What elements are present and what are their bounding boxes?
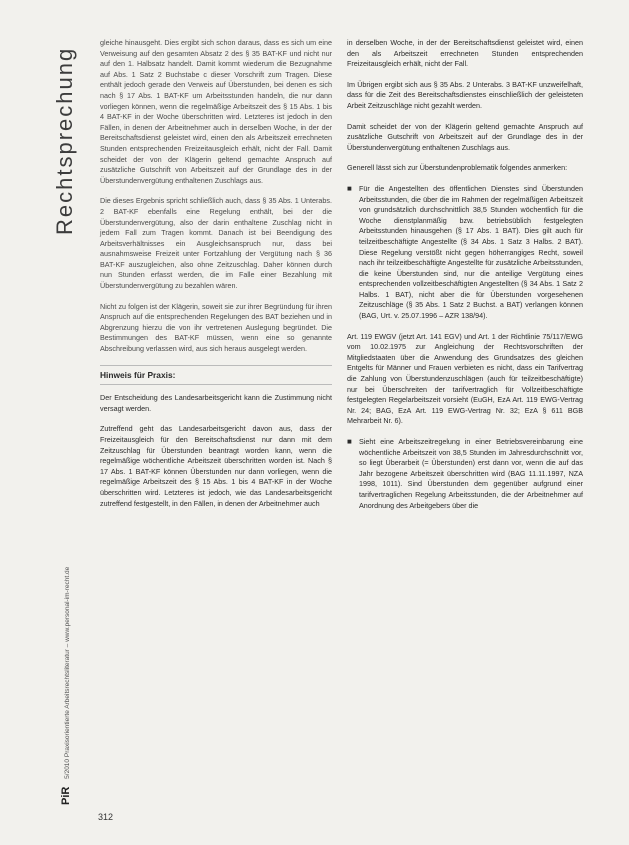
bullet-list-2 (347, 437, 583, 511)
left-paragraph-3: Nicht zu folgen ist der Klägerin, soweit sie zur ihrer Begründung für ihren Anspruch auf die entsprechenden Regelungen des BAT beziehen und in Abgrenzung hierzu die von ihr vertretenen Auslegung begründet. Die Bestimmungen des BAT-KF müssen, wenn eine so genannte Abschreibung verlassen wird, aus sich heraus ausgelegt werden. (100, 301, 332, 354)
right-paragraph-3: Damit scheidet der von der Klägerin geltend gemachte Anspruch auf zusätzliche Gutschrift von Arbeitszeit auf der Grundlage des in der Überstundenvergütung enthaltenen Zuschlags aus. (347, 121, 583, 152)
list-item (347, 437, 583, 511)
left-paragraph-5: Zutreffend geht das Landesarbeitsgericht davon aus, dass der Freizeitausgleich für den Bereitschaftsdienst nur dann mit dem Zeitzuschlag für Überstunden beantragt worden kann, wenn die regelmäßige wöchentliche Arbeitszeit überschritten worden ist. Nach § 17 Abs. 1 BAT-KF können Überstunden nur dann vorliegen, wenn die regelmäßige Arbeitszeit des § 15 Abs. 1 bis 4 BAT-KF in der Woche überschritten wird. Letzteres ist jedoch, wie das Landesarbeitsgericht zutreffend festgestellt, in den Fällen, in denen der Arbeitnehmer auch (100, 424, 332, 508)
left-paragraph-2: Die dieses Ergebnis spricht schließlich auch, dass § 35 Abs. 1 Unterabs. 2 BAT-KF ebenfalls eine Regelung enthält, bei der die Überstundenvergütung, also der darin enthaltene Zuschlag nicht in jedem Fall zum Tragen kommt. Danach ist bei Beendigung des Arbeitsverhältnisses ein Ausgleichsanspruch nur, dass bei ausnahmsweise Freizeit unter Fortzahlung der Vergütung nach § 36 BAT-KF auszugleichen, also ohne Zeitzuschlag. Daher können durch nun Stunden erfasst werden, die im Falle einer Bezahlung mit Überstundenvergütung zu bezahlen wären. (100, 196, 332, 291)
bullet-icon: ■ (347, 183, 352, 193)
journal-footer (60, 567, 72, 805)
left-paragraph-4: Der Entscheidung des Landesarbeitsgericht kann die Zustimmung nicht versagt werden. (100, 393, 332, 413)
list-item-text: Sieht eine Arbeitszeitregelung in einer Betriebsvereinbarung eine wöchentliche Arbeitszeit von 38,5 Stunden im Jahresdurchschnitt vor, so liegt Überarbeit (= Überstunden) erst dann vor, wenn die auf das Jahr bezogene Arbeitszeit überschritten wird (BAG 11.11.1997, NZA 1998, 1011). Sind Überstunden dem gegenüber aufgrund einer tarifvertraglichen Regelung Arbeitsstunden, die der Arbeitnehmer auf Anordnung des Arbeitgebers über die (359, 437, 583, 510)
right-column (347, 38, 583, 521)
bullet-list-1 (347, 184, 583, 322)
section-title: Rechtsprechung (52, 46, 77, 235)
right-paragraph-5: Art. 119 EWGV (jetzt Art. 141 EGV) und Art. 1 der Richtlinie 75/117/EWG vom 10.02.1975 zur Angleichung der Rechtsvorschriften der Mitgliedstaaten über die Anwendung des Grundsatzes des gleichen Entgelts für Männer und Frauen verbieten es nicht, dass ein Tarifvertrag die Zahlung von Überstundenzuschlägen (auch für teilzeitbeschäftigte) nur bei Überschreiten der tarifvertraglich für Vollzeitbeschäftigte festgelegten Regelarbeitszeit vorsieht (EuGH, EzA Art. 119 EWG-Vertrag Nr. 24; BAG, EzA Art. 119 EWG-Vertrag Nr. 32; EzA § 611 BGB Mehrarbeit Nr. 6). (347, 331, 583, 426)
left-paragraph-1: gleiche hinausgeht. Dies ergibt sich schon daraus, dass es sich um eine Verweisung auf den gesamten Absatz 2 des § 35 BAT-KF und nicht nur auf den 1. Halbsatz handelt. Damit kommt wiederum die Bezugnahme auf Abs. 1 Satz 2 Buchstabe c dieser Vorschrift zum Tragen. Diese enthält jedoch gerade den Verweis auf Überstunden, bei denen es sich nach § 17 Abs. 1 BAT-KF um Arbeitsstunden handeln, die nur dann vorliegen können, wenn die regelmäßige Arbeitszeit des § 15 Abs. 1 bis 4 BAT-KF in der Woche überschritten wird. Letzteres ist jedoch in den Fällen, in denen der Arbeitnehmer auch in derselben Woche, in der der Bereitschaftsdienst geleistet wird, einen den als Arbeitszeit errechneten Stunden entsprechenden Freizeitausgleich erhält, nicht der Fall. Damit scheidet der von der Klägerin geltend gemachte Anspruch auf zusätzliche Gutschrift von Arbeitszeit auf der Grundlage des in der Überstundenvergütung enthaltenen Zuschlags aus. (100, 38, 332, 185)
right-paragraph-4: Generell lässt sich zur Überstundenproblematik folgendes anmerken: (347, 163, 568, 173)
page-number: 312 (98, 812, 114, 822)
left-column (100, 38, 332, 519)
journal-logo: PiR (60, 786, 72, 805)
list-item-text: Für die Angestellten des öffentlichen Dienstes sind Überstunden Arbeitsstunden, die über die im Rahmen der regelmäßigen Arbeitszeit von grundsätzlich durchschnittlich 38,5 Stunden wöchentlich für die Woche dienstplanmäßig bzw. betriebsüblich festgelegten Arbeitsstunden hinausgehen (§ 17 Abs. 1 BAT). Dies gilt auch für teilzeitbeschäftigte Angestellte (§ 34 Abs. 1 Satz 3 Halbs. 2 BAT). Diese Regelung verstößt nicht gegen höherrangiges Recht, soweil nach ihr teilzeitbeschäftigte Angestellte für zusätzliche Arbeitsstunden, die keine Überstunden sind, nur die anteilige Vergütung eines entsprechenden vollzeitbeschäftigten Angestellten (§ 34 Abs. 1 Satz 2 Halbs. 1 BAT), nicht aber die für Überstunden vorgesehenen Zeitzuschläge (§ 35 Abs. 1 Satz 2 Buchst. a BAT) verlangen können (BAG, Urt. v. 25.07.1996 – AZR 138/94). (359, 183, 583, 321)
right-paragraph-2: Im Übrigen ergibt sich aus § 35 Abs. 2 Unterabs. 3 BAT-KF unzweifelhaft, dass für die Zeit des Bereitschaftsdienstes einschließlich der geleisteten Arbeit Zeitzuschläge nicht gezahlt werden. (347, 79, 583, 110)
journal-footer-text: Praxisorientierte Arbeitsrechtsliteratur – www.personal-im-recht.de (64, 566, 71, 758)
list-item (347, 184, 583, 322)
practice-note-heading: Hinweis für Praxis: (100, 365, 332, 386)
right-paragraph-1: in derselben Woche, in der der Bereitschaftsdienst geleistet wird, einen den als Arbeitszeit errechneten Stunden entsprechenden Freizeitausgleich erhält, nicht der Fall. (347, 38, 583, 69)
journal-issue: 5/2010 (64, 758, 71, 779)
bullet-icon: ■ (347, 437, 352, 446)
